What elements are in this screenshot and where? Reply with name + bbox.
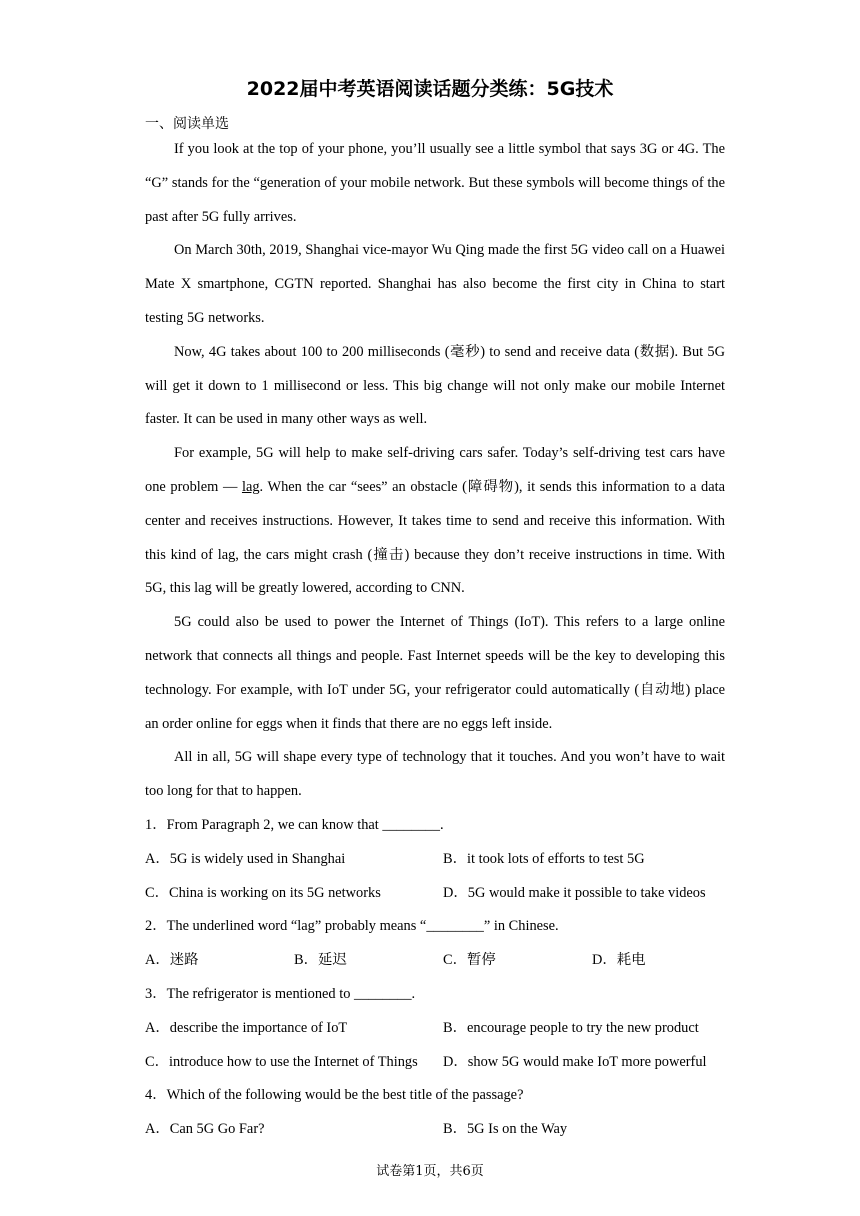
question-3-options-row-1 — [145, 1012, 725, 1046]
option: A．迷路 — [145, 952, 199, 969]
page-footer: 试卷第1页，共6页 — [376, 1164, 484, 1179]
option: A．describe the importance of IoT — [145, 1019, 348, 1036]
question-1-options-row-2 — [145, 877, 725, 911]
question-4-stem: 4．Which of the following would be the best title of the passage? — [145, 1087, 524, 1104]
paragraph-1: If you look at the top of your phone, you’ll usually see a little symbol that says 3G or 4G. The “G” stands for the “generation of your mobile network. But these symbols will become things of the past after 5G fully arrives. — [145, 141, 725, 225]
question-4-options-row — [145, 1113, 725, 1147]
option: C．暂停 — [443, 952, 496, 969]
question-1-options-row-1 — [145, 843, 725, 877]
option: C．introduce how to use the Internet of Things — [145, 1053, 418, 1070]
option: B．5G Is on the Way — [443, 1121, 568, 1138]
paragraph-4-start: For example, 5G will help to make self-driving cars safer. Today’s self-driving test cars have one problem — — [145, 445, 725, 495]
option: B．延迟 — [294, 952, 347, 969]
question-3-stem: 3．The refrigerator is mentioned to ________. — [145, 985, 416, 1002]
option: A．Can 5G Go Far? — [145, 1121, 265, 1138]
option: B．it took lots of efforts to test 5G — [443, 850, 645, 867]
passage-body — [145, 133, 725, 1147]
paragraph-2: On March 30th, 2019, Shanghai vice-mayor Wu Qing made the first 5G video call on a Huawei Mate X smartphone, CGTN reported. Shanghai has also become the first city in China to start testing 5G networks. — [145, 242, 725, 326]
option: D．show 5G would make IoT more powerful — [443, 1053, 707, 1070]
paragraph-4 — [145, 437, 725, 606]
question-2-options-row — [145, 944, 725, 978]
paragraph-5: 5G could also be used to power the Internet of Things (IoT). This refers to a large online network that connects all things and people. Fast Internet speeds will be the key to developing this technology. For example, with IoT under 5G, your refrigerator could automatically (自动地) place an order online for eggs when it finds that there are no eggs left inside. — [145, 614, 725, 732]
option: A．5G is widely used in Shanghai — [145, 850, 346, 867]
underlined-word: lag — [241, 478, 260, 495]
question-2-stem: 2．The underlined word “lag” probably means “________” in Chinese. — [145, 918, 559, 935]
question-3-options-row-2 — [145, 1046, 725, 1080]
question-1-stem: 1．From Paragraph 2, we can know that ________. — [145, 816, 444, 833]
section-heading: 一、阅读单选 — [145, 116, 229, 132]
option: B．encourage people to try the new product — [443, 1019, 699, 1036]
option: D．耗电 — [592, 952, 646, 969]
option: C．China is working on its 5G networks — [145, 884, 381, 901]
paragraph-6: All in all, 5G will shape every type of technology that it touches. And you won’t have to wait too long for that to happen. — [145, 749, 725, 800]
page-title: 2022届中考英语阅读话题分类练：5G技术 — [246, 78, 614, 100]
paragraph-4-end: . When the car “sees” an obstacle (障碍物), it sends this information to a data center and receives instructions. However, It takes time to send and receive this information. With this kind of lag, the cars might crash (撞击) because they don’t receive instructions in time. With 5G, this lag will be greatly lowered, according to CNN. — [145, 478, 725, 597]
option: D．5G would make it possible to take videos — [443, 884, 706, 901]
paragraph-3: Now, 4G takes about 100 to 200 milliseconds (毫秒) to send and receive data (数据). But 5G will get it down to 1 millisecond or less. This big change will not only make our mobile Internet faster. It can be used in many other ways as well. — [145, 343, 725, 428]
